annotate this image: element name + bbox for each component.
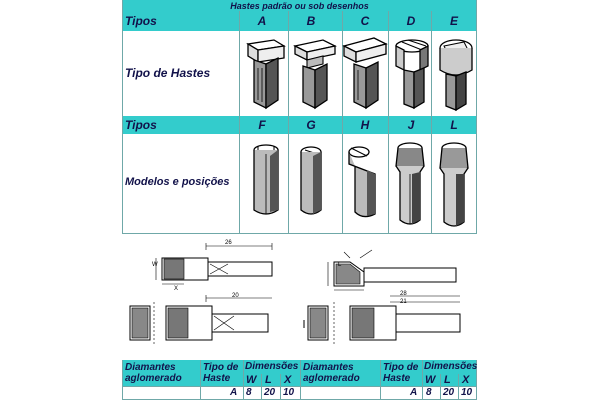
dim-col-x-right: X [462, 374, 470, 386]
type-letter-h: H [360, 118, 370, 132]
type-letter-g: G [306, 118, 316, 132]
grid-line [458, 374, 459, 400]
shank-b-icon [293, 38, 337, 110]
dimension-l-label: L [338, 262, 342, 268]
drawing-right-bottom [300, 292, 470, 352]
dim-col-w-left: W [246, 374, 257, 386]
shank-type-value-left: A [230, 387, 238, 398]
dimension-20-label: 20 [232, 293, 239, 299]
dimension-28-label: 28 [400, 291, 407, 297]
dim-w-value-left: 8 [246, 387, 252, 398]
types-header-row-1 [122, 11, 477, 31]
dim-w-value-right: 8 [426, 387, 432, 398]
dim-col-w-right: W [425, 374, 436, 386]
grid-line [288, 11, 289, 234]
grid-line [300, 360, 301, 400]
grid-line [388, 11, 389, 234]
shank-e-icon [436, 36, 476, 112]
grid-line [440, 374, 441, 400]
dim-col-x-left: X [284, 374, 292, 386]
shank-a-icon [244, 38, 286, 110]
dimension-x-label: X [174, 286, 179, 292]
type-letter-l: L [450, 118, 458, 132]
grid-line [261, 374, 262, 400]
dim-col-l-left: L [265, 374, 272, 386]
shank-c-icon [342, 36, 388, 110]
grid-line [380, 360, 381, 400]
grid-line [122, 0, 123, 234]
shank-type-label: Tipo de Hastes [125, 66, 211, 80]
dim-l-value-right: 20 [443, 387, 455, 398]
models-positions-label: Modelos e posições [125, 176, 230, 188]
table-title: Hastes padrão ou sob desenhos [230, 0, 369, 11]
type-letter-f: F [258, 118, 266, 132]
types-label-1: Tipos [125, 14, 157, 28]
shank-f-icon [250, 140, 284, 218]
type-letter-a: A [257, 14, 267, 28]
grid-line [122, 360, 123, 400]
types-header-row-2 [122, 116, 477, 134]
type-letter-b: B [306, 14, 316, 28]
shank-h-icon [345, 140, 379, 220]
shank-l-icon [436, 138, 476, 230]
dimensions-header-left: Dimensões [245, 361, 299, 372]
grid-line [280, 374, 281, 400]
shank-j-icon [392, 140, 430, 228]
dim-x-value-left: 10 [283, 387, 295, 398]
grid-line [200, 360, 201, 400]
grid-line [122, 233, 477, 234]
dimensions-header-right: Dimensões [424, 361, 478, 372]
dim-col-l-right: L [444, 374, 451, 386]
drawing-left-bottom [126, 292, 276, 352]
table-title-bar [122, 0, 477, 11]
dimension-w-label: W [152, 262, 158, 268]
drawing-left-top [148, 240, 278, 290]
type-letter-j: J [407, 118, 415, 132]
dim-x-value-right: 10 [461, 387, 473, 398]
type-letter-e: E [449, 14, 458, 28]
grid-line [243, 360, 244, 400]
shank-type-header-right: Tipo de Haste [383, 362, 419, 384]
diamond-header-right: Diamantes aglomerado [303, 362, 360, 384]
shank-type-header-left: Tipo de Haste [203, 362, 239, 384]
dimension-21-label: 21 [400, 299, 407, 305]
types-label-2: Tipos [125, 118, 157, 132]
shank-d-icon [392, 36, 434, 110]
type-letter-d: D [406, 14, 416, 28]
diamond-header-left: Diamantes aglomerado [125, 362, 182, 384]
dim-l-value-left: 20 [264, 387, 276, 398]
bottom-table [122, 360, 477, 400]
grid-line [239, 11, 240, 234]
dimension-26-label: 26 [225, 240, 232, 246]
shank-g-icon [297, 142, 327, 218]
grid-line [476, 0, 477, 234]
type-letter-c: C [360, 14, 370, 28]
shank-type-value-right: A [410, 387, 418, 398]
